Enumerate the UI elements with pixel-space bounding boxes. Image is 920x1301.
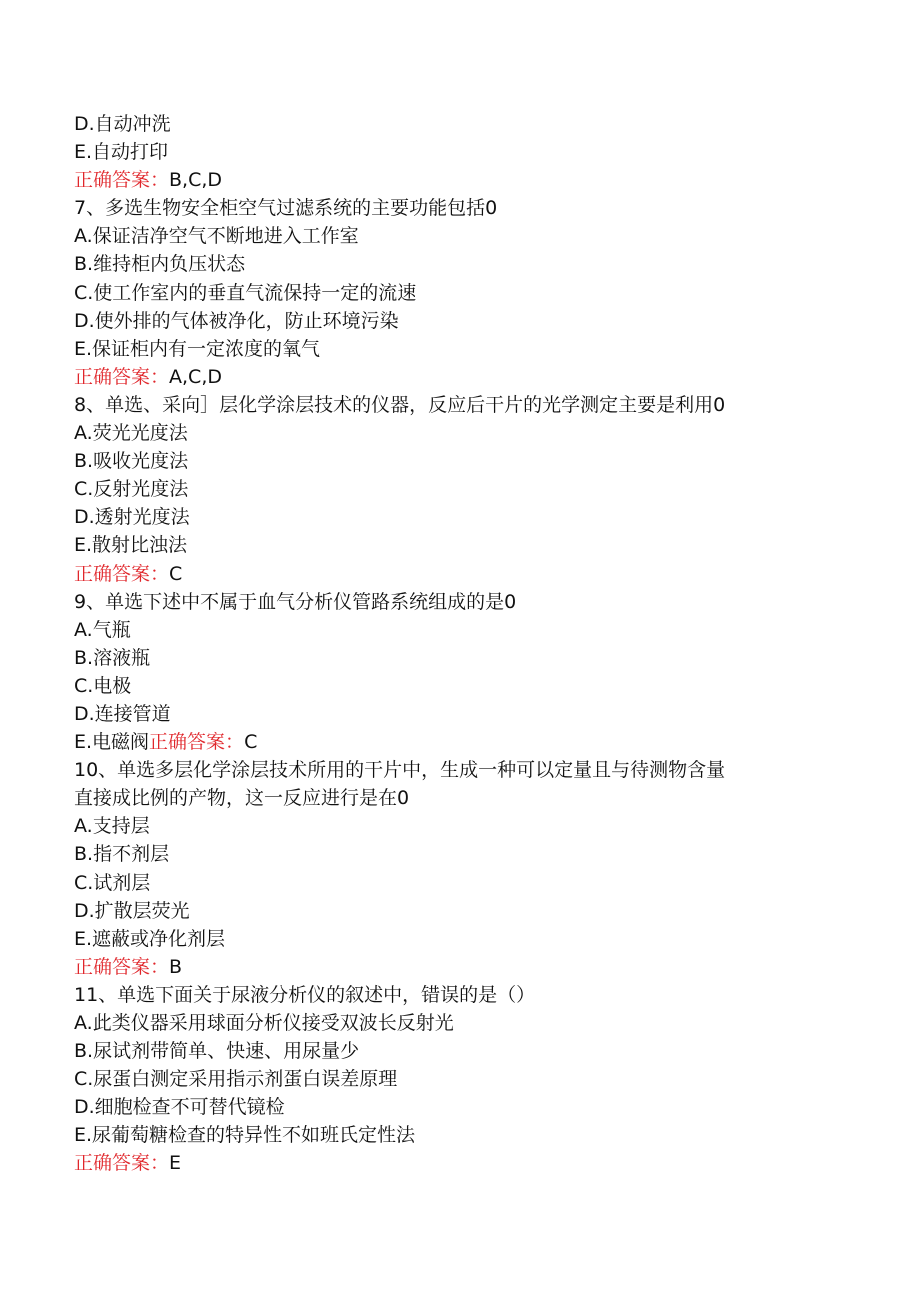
option-text: B.维持柜内负压状态 [74, 253, 246, 276]
correct-answer [74, 166, 844, 194]
correct-answer-label: 正确答案： [74, 1152, 170, 1175]
option-text: E.保证柜内有一定浓度的氧气 [74, 337, 321, 360]
option-text: A.气瓶 [74, 618, 131, 641]
option-text: C.使工作室内的垂直气流保持一定的流速 [74, 281, 417, 304]
option-text: C.电极 [74, 674, 132, 697]
option-text: D.连接管道 [74, 702, 171, 725]
correct-answer-label: 正确答案： [74, 955, 170, 978]
option-text: D.细胞检查不可替代镜检 [74, 1096, 285, 1119]
option-text: B.指不剂层 [74, 843, 170, 866]
option-text: E.自动打印 [74, 141, 169, 164]
option-text: E.遮蔽或净化剂层 [74, 927, 226, 950]
question-text: 9、单选下述中不属于血气分析仪管路系统组成的是0 [74, 590, 517, 613]
question-text: 直接成比例的产物，这一反应进行是在0 [74, 787, 410, 810]
option-with-answer [74, 728, 844, 756]
option-text: A.支持层 [74, 815, 150, 838]
question-text: 7、多选生物安全柜空气过滤系统的主要功能包括0 [74, 197, 498, 220]
option-text: A.保证洁净空气不断地进入工作室 [74, 225, 359, 248]
option-text: D.使外排的气体被净化，防止环境污染 [74, 309, 399, 332]
correct-answer-label: 正确答案： [149, 731, 245, 754]
option-text: A.荧光光度法 [74, 422, 188, 445]
document-body [74, 110, 844, 1178]
correct-answer-value: B [169, 955, 183, 978]
option-text: B.溶液瓶 [74, 646, 151, 669]
correct-answer [74, 363, 844, 391]
correct-answer [74, 953, 844, 981]
correct-answer-label: 正确答案： [74, 365, 170, 388]
correct-answer-value: C [169, 562, 183, 585]
correct-answer-label: 正确答案： [74, 562, 170, 585]
option-text: E.电磁阀 [74, 731, 150, 754]
option-text: C.尿蛋白测定采用指示剂蛋白误差原理 [74, 1068, 398, 1091]
correct-answer [74, 1149, 844, 1177]
option-text: C.试剂层 [74, 871, 151, 894]
correct-answer-value: A,C,D [169, 365, 222, 388]
correct-answer-value: B,C,D [169, 169, 223, 192]
question-text: 11、单选下面关于尿液分析仪的叙述中，错误的是（） [74, 983, 536, 1006]
correct-answer-label: 正确答案： [74, 169, 170, 192]
option-text: B.吸收光度法 [74, 450, 189, 473]
option-text: D.扩散层荧光 [74, 899, 190, 922]
correct-answer [74, 560, 844, 588]
option-text: D.透射光度法 [74, 506, 190, 529]
correct-answer-value: C [244, 731, 258, 754]
question-text: 10、单选多层化学涂层技术所用的干片中，生成一种可以定量且与待测物含量 [74, 759, 726, 782]
option-text: D.自动冲洗 [74, 113, 171, 135]
option-text: A.此类仪器采用球面分析仪接受双波长反射光 [74, 1012, 454, 1034]
option-text: B.尿试剂带简单、快速、用尿量少 [74, 1040, 360, 1063]
option-text: E.尿葡萄糖检查的特异性不如班氏定性法 [74, 1124, 416, 1147]
question-text: 8、单选、采向］层化学涂层技术的仪器，反应后干片的光学测定主要是利用0 [74, 393, 726, 416]
option-text: E.散射比浊法 [74, 534, 188, 557]
correct-answer-value: E [169, 1152, 182, 1175]
option-text: C.反射光度法 [74, 478, 189, 501]
